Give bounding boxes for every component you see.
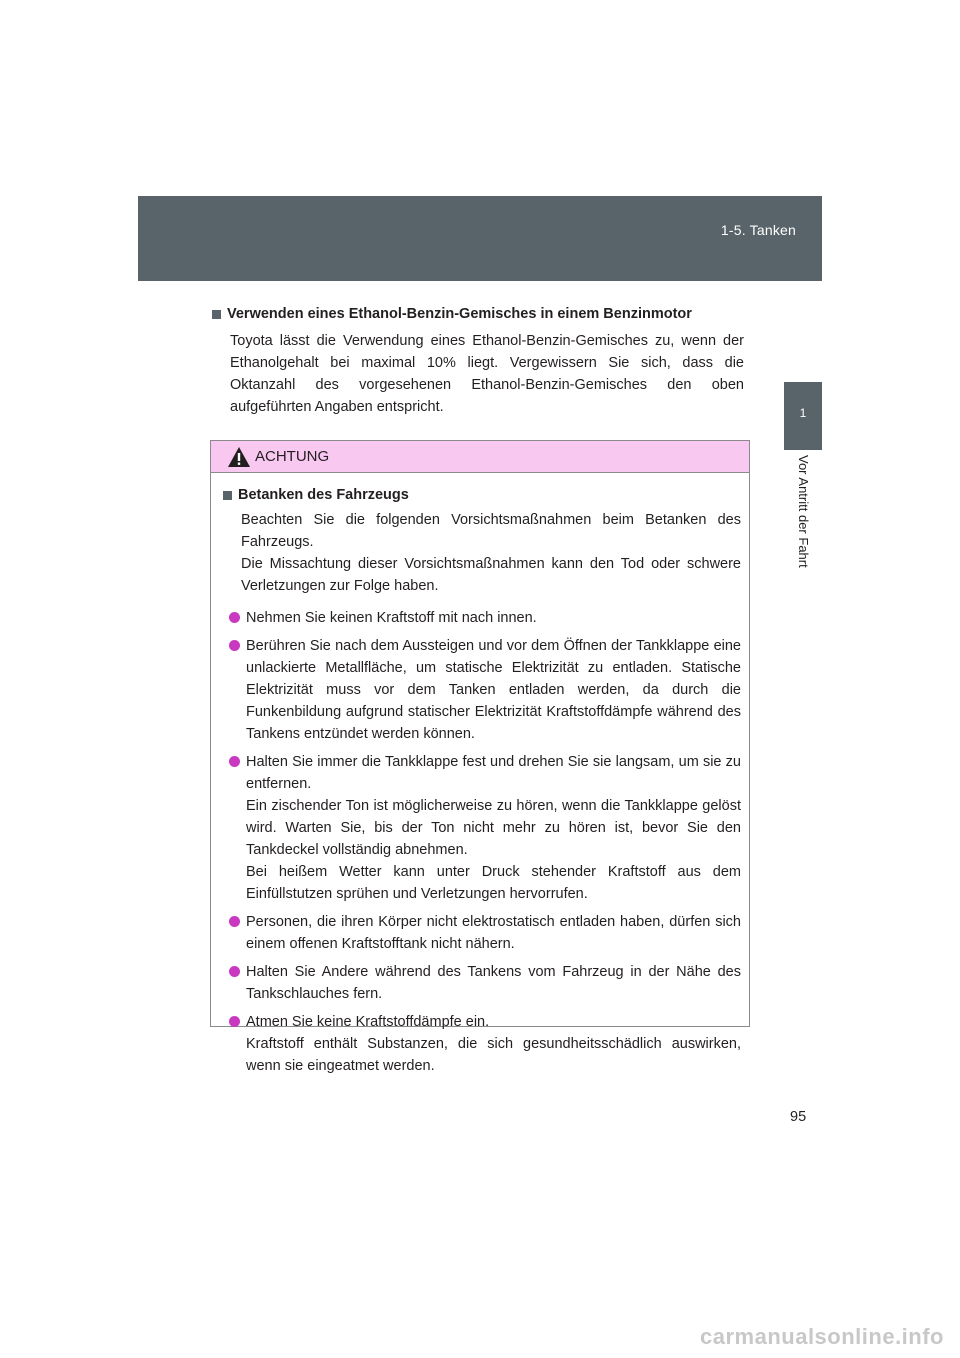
warning-triangle-icon — [227, 446, 251, 468]
list-item — [223, 961, 741, 1005]
list-item-text: Halten Sie Andere während des Tankens vom Fahrzeug in der Nähe des Tankschlauches fern. — [246, 964, 741, 1002]
watermark: carmanualsonline.info — [700, 1324, 944, 1349]
list-item-text: Atmen Sie keine Kraftstoffdämpfe ein. — [246, 1014, 490, 1030]
warning-body — [211, 473, 749, 1077]
section-title: 1-5. Tanken — [720, 222, 796, 238]
warning-paragraph-2: Die Missachtung dieser Vorsichtsmaßnahmen kann den Tod oder schwere Verletzungen zur Folge haben. — [241, 556, 741, 594]
list-item — [223, 635, 741, 745]
bullet-dot-icon — [229, 612, 240, 623]
list-item-text: Halten Sie immer die Tankklappe fest und drehen Sie sie langsam, um sie zu entfernen. — [246, 754, 741, 792]
list-item — [223, 751, 741, 905]
bullet-dot-icon — [229, 1016, 240, 1027]
warning-title: ACHTUNG — [255, 448, 330, 465]
warning-paragraph-1: Beachten Sie die folgenden Vorsichtsmaßnahmen beim Betanken des Fahrzeugs. — [241, 512, 741, 550]
list-item-text: Bei heißem Wetter kann unter Druck stehender Kraftstoff aus dem Einfüllstutzen sprühen und Verletzungen hervorrufen. — [246, 864, 741, 902]
chapter-label: Vor Antritt der Fahrt — [796, 455, 811, 568]
warning-heading — [223, 487, 741, 503]
bullet-dot-icon — [229, 640, 240, 651]
square-bullet-icon — [223, 491, 232, 500]
list-item — [223, 1011, 741, 1077]
header-band — [138, 196, 822, 281]
intro-section — [212, 306, 744, 418]
intro-paragraph: Toyota lässt die Verwendung eines Ethanol-Benzin-Gemisches zu, wenn der Ethanolgehalt bei maximal 10% liegt. Vergewissern Sie sich, dass die Oktanzahl des vorgesehenen Ethanol-Benzin-Gemisches den oben aufgeführten Angaben entspricht. — [230, 333, 744, 415]
chapter-number: 1 — [799, 406, 807, 420]
list-item-text: Ein zischender Ton ist möglicherweise zu hören, wenn die Tankklappe gelöst wird. Warten Sie, bis der Ton nicht mehr zu hören ist, bevor Sie den Tankdeckel vollständig abnehmen. — [246, 798, 741, 858]
warning-box — [210, 440, 750, 1074]
intro-heading — [212, 306, 744, 322]
warning-heading-text: Betanken des Fahrzeugs — [238, 487, 409, 503]
list-item — [223, 911, 741, 955]
list-item-text: Personen, die ihren Körper nicht elektrostatisch entladen haben, dürfen sich einem offenen Kraftstofftank nicht nähern. — [246, 914, 741, 952]
warning-header — [211, 441, 749, 473]
page-number: 95 — [790, 1109, 807, 1125]
bullet-dot-icon — [229, 966, 240, 977]
list-item — [223, 607, 741, 629]
list-item-text: Kraftstoff enthält Substanzen, die sich gesundheitsschädlich auswirken, wenn sie eingeatmet werden. — [246, 1036, 741, 1074]
bullet-dot-icon — [229, 756, 240, 767]
intro-heading-text: Verwenden eines Ethanol-Benzin-Gemisches in einem Benzinmotor — [227, 306, 692, 322]
square-bullet-icon — [212, 310, 221, 319]
list-item-text: Berühren Sie nach dem Aussteigen und vor dem Öffnen der Tankklappe eine unlackierte Metallfläche, um statische Elektrizität zu entladen. Statische Elektrizität muss vor dem Tanken entladen werden, da durch die Funkenbildung aufgrund statischer Elektrizität Kraftstoffdämpfe während des Tankens entzündet werden können. — [246, 638, 741, 742]
chapter-tab — [784, 382, 822, 450]
list-item-text: Nehmen Sie keinen Kraftstoff mit nach innen. — [246, 610, 537, 626]
bullet-dot-icon — [229, 916, 240, 927]
